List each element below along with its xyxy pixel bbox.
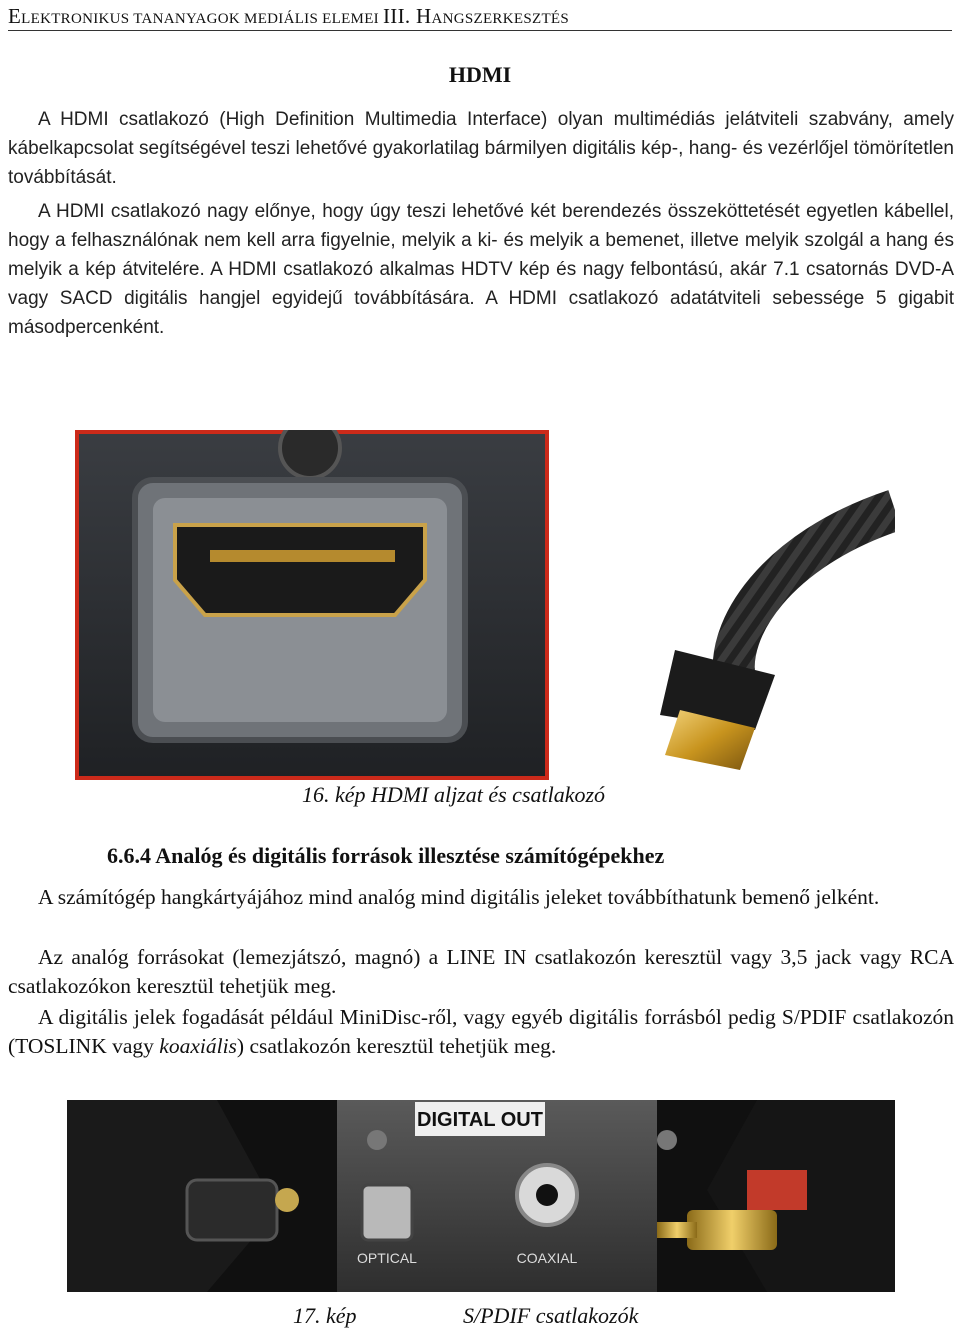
paragraph-1: A HDMI csatlakozó (High Definition Multimedia Interface) olyan multimédiás jelátviteli szabvány, amely kábelkapcsolat segítségével teszi lehetővé gyakorlatilag bármilyen digitális kép-, hang- és vezérlőjel tömörítetlen továbbítását. bbox=[8, 109, 954, 188]
paragraph-5 bbox=[8, 1003, 954, 1061]
figure-16-caption: 16. kép HDMI aljzat és csatlakozó bbox=[302, 782, 606, 807]
rca-plug bbox=[657, 1100, 895, 1292]
paragraph-5-italic: koaxiális bbox=[159, 1034, 237, 1058]
paragraph-4: Az analóg forrásokat (lemezjátszó, magnó) a LINE IN csatlakozón keresztül vagy 3,5 jack vagy RCA csatlakozókon keresztül tehetjük meg. bbox=[8, 945, 954, 998]
running-header bbox=[8, 4, 952, 31]
spdif-figure bbox=[67, 1100, 895, 1292]
spdif-photo bbox=[67, 1100, 895, 1292]
paragraph-3: A számítógép hangkártyájához mind analóg mind digitális jeleket továbbíthatunk bemenő jelként. bbox=[38, 885, 880, 909]
paragraph-5-a: A digitális jelek fogadását például MiniDisc-ről, vagy egyéb digitális forrásból pedig S/PDIF csatlakozón (TOSLINK vagy bbox=[8, 1005, 954, 1058]
digital-out-label: DIGITAL OUT bbox=[417, 1109, 543, 1131]
section-title: HDMI bbox=[448, 62, 512, 87]
header-text-1: LEKTRONIKUS TANANYAGOK MEDIÁLIS ELEMEI bbox=[21, 11, 383, 27]
section-heading: 6.6.4 Analóg és digitális források illesztése számítógépekhez bbox=[107, 843, 665, 868]
hdmi-cable bbox=[660, 510, 895, 770]
paragraph-2: A HDMI csatlakozó nagy előnye, hogy úgy teszi lehetővé két berendezés összeköttetését egyetlen kábellel, hogy a felhasználónak nem kell arra figyelnie, melyik a ki- és melyik a bemenet, illetve melyik szolgál a hang és melyik a kép átvitelére. A HDMI csatlakozó alkalmas HDTV kép és nagy felbontású, akár 7.1 csatornás DVD-A vagy SACD digitális hangjel egyidejű továbbítására. A HDMI csatlakozó adatátviteli sebessége 5 gigabit másodpercenként. bbox=[8, 201, 954, 338]
hdmi-figure bbox=[75, 430, 895, 780]
toslink-plug bbox=[67, 1100, 299, 1292]
header-text-2: ANGSZERKESZTÉS bbox=[431, 11, 570, 27]
hdmi-photo bbox=[75, 430, 895, 780]
paragraph-5-b: ) csatlakozón keresztül tehetjük meg. bbox=[236, 1034, 557, 1058]
coaxial-label: COAXIAL bbox=[516, 1250, 578, 1266]
hdmi-port bbox=[175, 525, 425, 615]
header-roman: III bbox=[383, 4, 405, 28]
figure-17-caption-num: 17. kép bbox=[293, 1303, 357, 1328]
header-initial: E bbox=[8, 4, 22, 28]
header-sep: . bbox=[404, 4, 416, 28]
optical-port bbox=[362, 1185, 412, 1240]
figure-17-caption-text: S/PDIF csatlakozók bbox=[463, 1303, 639, 1328]
header-initial-2: H bbox=[416, 4, 432, 28]
optical-label: OPTICAL bbox=[357, 1250, 417, 1266]
